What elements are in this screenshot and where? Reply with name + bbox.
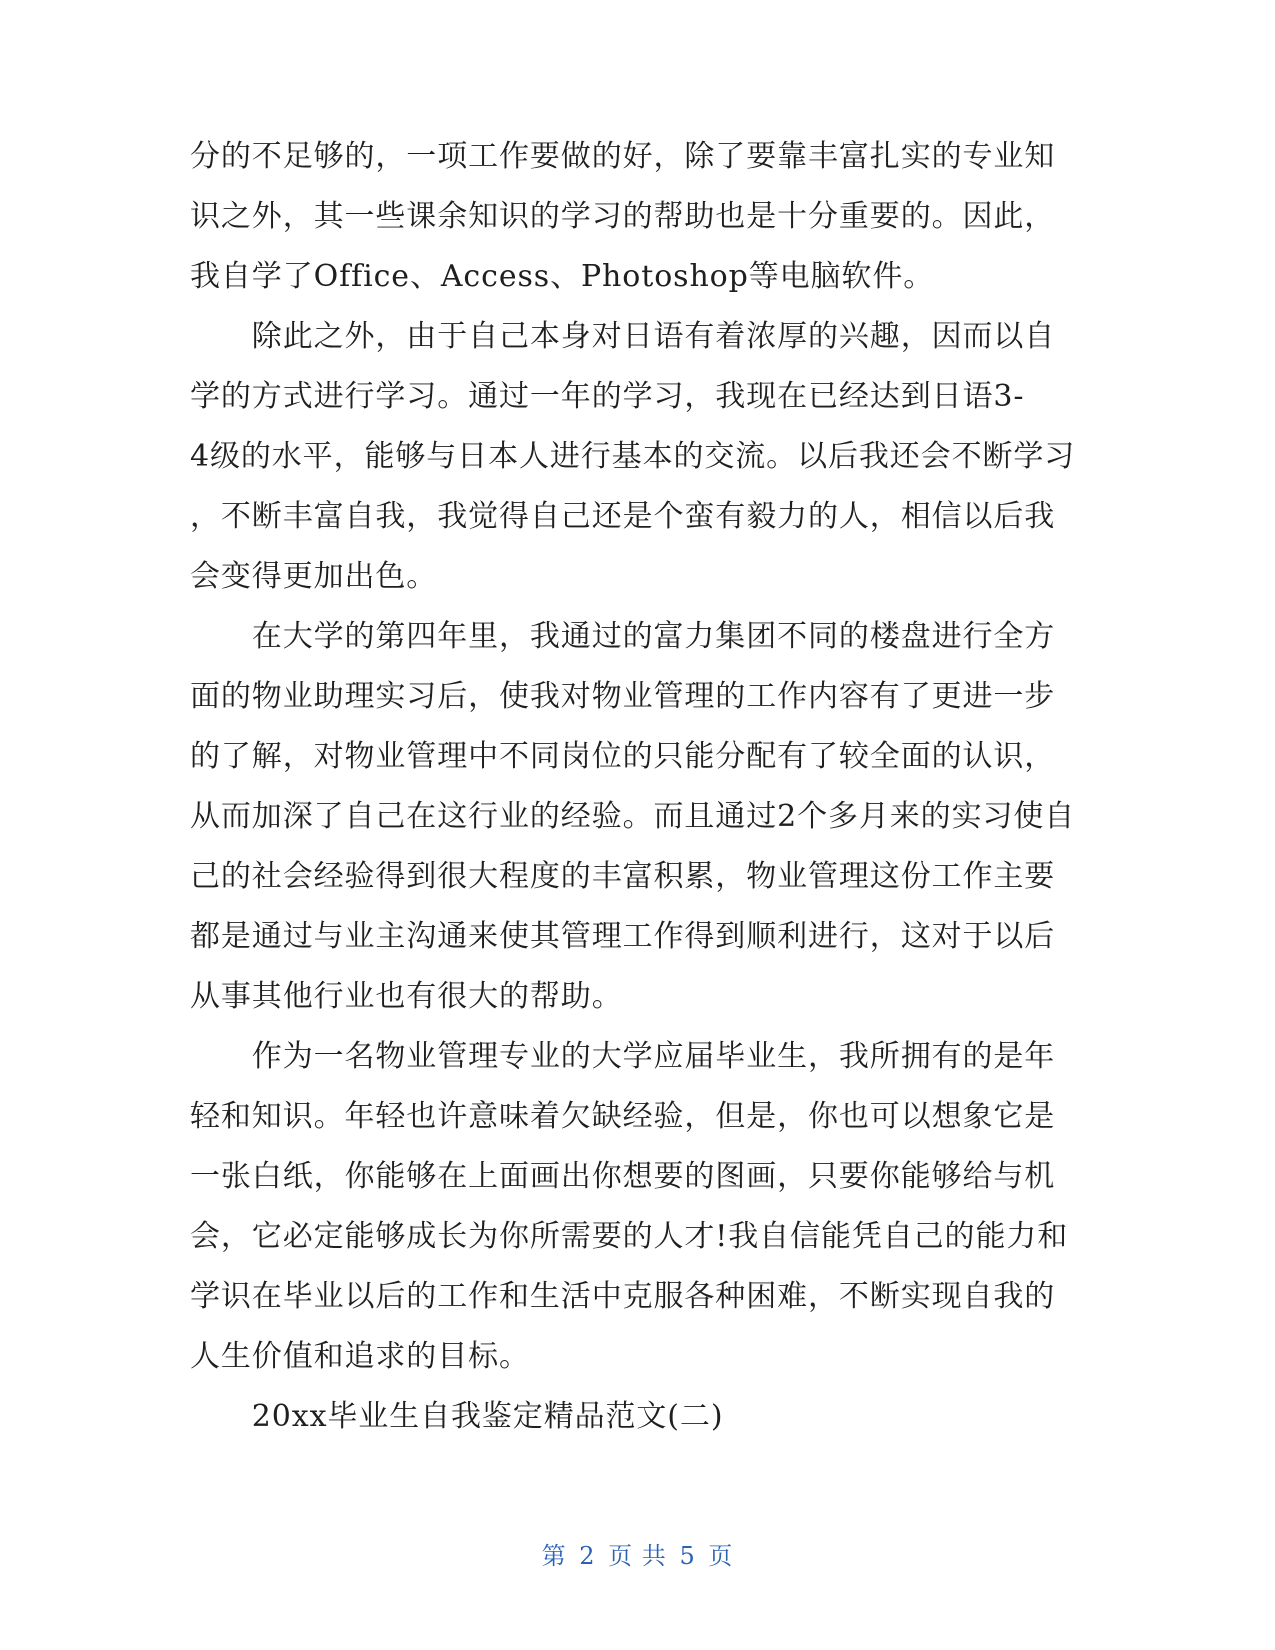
page-footer [0, 1544, 1275, 1568]
total-page-count: 5 [679, 1542, 696, 1570]
text-line: 都是通过与业主沟通来使其管理工作得到顺利进行，这对于以后 [190, 919, 1056, 954]
text-line: 我自学了Office、Access、Photoshop等电脑软件。 [190, 259, 935, 294]
text-line: 人生价值和追求的目标。 [190, 1339, 530, 1374]
text-line: 除此之外，由于自己本身对日语有着浓厚的兴趣，因而以自 [190, 319, 1056, 354]
section-heading: 20xx毕业生自我鉴定精品范文(二) [190, 1399, 724, 1434]
text-line: 一张白纸，你能够在上面画出你想要的图画，只要你能够给与机 [190, 1159, 1056, 1194]
text-line: 会，它必定能够成长为你所需要的人才!我自信能凭自己的能力和 [190, 1219, 1069, 1254]
text-line: 4级的水平，能够与日本人进行基本的交流。以后我还会不断学习 [190, 439, 1076, 474]
text-line: 从事其他行业也有很大的帮助。 [190, 979, 623, 1014]
text-line: 从而加深了自己在这行业的经验。而且通过2个多月来的实习使自 [190, 799, 1076, 834]
text-line: ，不断丰富自我，我觉得自己还是个蛮有毅力的人，相信以后我 [190, 499, 1056, 534]
text-line: 的了解，对物业管理中不同岗位的只能分配有了较全面的认识， [190, 739, 1056, 774]
text-line: 在大学的第四年里，我通过的富力集团不同的楼盘进行全方 [190, 619, 1056, 654]
text-line: 学识在毕业以后的工作和生活中克服各种困难，不断实现自我的 [190, 1279, 1056, 1314]
text-line: 会变得更加出色。 [190, 559, 438, 594]
text-line: 面的物业助理实习后，使我对物业管理的工作内容有了更进一步 [190, 679, 1056, 714]
text-line: 识之外，其一些课余知识的学习的帮助也是十分重要的。因此， [190, 199, 1056, 234]
text-line: 作为一名物业管理专业的大学应届毕业生，我所拥有的是年 [190, 1039, 1056, 1074]
text-line: 学的方式进行学习。通过一年的学习，我现在已经达到日语3- [190, 379, 1025, 414]
current-page-number: 2 [579, 1542, 596, 1570]
footer-suffix: 页 [708, 1542, 734, 1570]
text-line: 己的社会经验得到很大程度的丰富积累，物业管理这份工作主要 [190, 859, 1056, 894]
text-line: 轻和知识。年轻也许意味着欠缺经验，但是，你也可以想象它是 [190, 1099, 1056, 1134]
text-line: 分的不足够的，一项工作要做的好，除了要靠丰富扎实的专业知 [190, 139, 1056, 174]
footer-prefix: 第 [541, 1542, 567, 1570]
document-body [190, 139, 1080, 1462]
footer-middle: 页 共 [608, 1542, 667, 1570]
